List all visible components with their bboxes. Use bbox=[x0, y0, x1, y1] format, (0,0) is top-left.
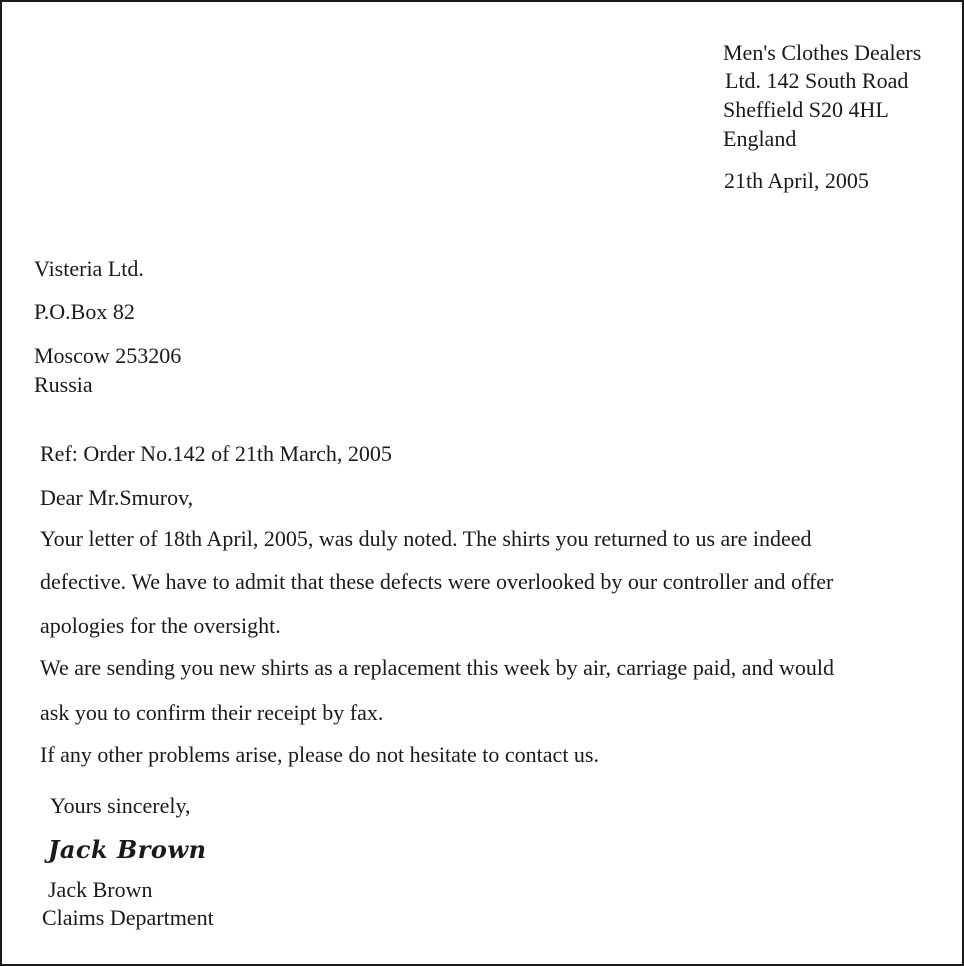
sender-line: Ltd. 142 South Road bbox=[725, 68, 909, 93]
sender-line: Sheffield S20 4HL bbox=[723, 97, 889, 122]
signature: Jack Brown bbox=[48, 835, 207, 864]
sender-line: England bbox=[723, 126, 797, 151]
recipient-line: P.O.Box 82 bbox=[34, 299, 135, 324]
salutation: Dear Mr.Smurov, bbox=[40, 485, 194, 510]
sender-line: Men's Clothes Dealers bbox=[723, 40, 922, 65]
closing: Yours sincerely, bbox=[50, 793, 191, 818]
recipient-line: Moscow 253206 bbox=[34, 343, 182, 368]
letter-date: 21th April, 2005 bbox=[724, 168, 869, 193]
body-line: Your letter of 18th April, 2005, was duly noted. The shirts you returned to us are indeed bbox=[40, 526, 812, 551]
body-line: We are sending you new shirts as a replacement this week by air, carriage paid, and would bbox=[40, 655, 834, 680]
body-line: apologies for the oversight. bbox=[40, 613, 281, 638]
signer-name: Jack Brown bbox=[48, 877, 153, 902]
signer-department: Claims Department bbox=[42, 905, 214, 930]
recipient-line: Russia bbox=[34, 372, 93, 397]
body-line: defective. We have to admit that these defects were overlooked by our controller and offer bbox=[40, 569, 834, 594]
body-line: If any other problems arise, please do not hesitate to contact us. bbox=[40, 742, 599, 767]
reference-line: Ref: Order No.142 of 21th March, 2005 bbox=[40, 441, 392, 466]
recipient-line: Visteria Ltd. bbox=[34, 256, 144, 281]
body-line: ask you to confirm their receipt by fax. bbox=[40, 700, 384, 725]
